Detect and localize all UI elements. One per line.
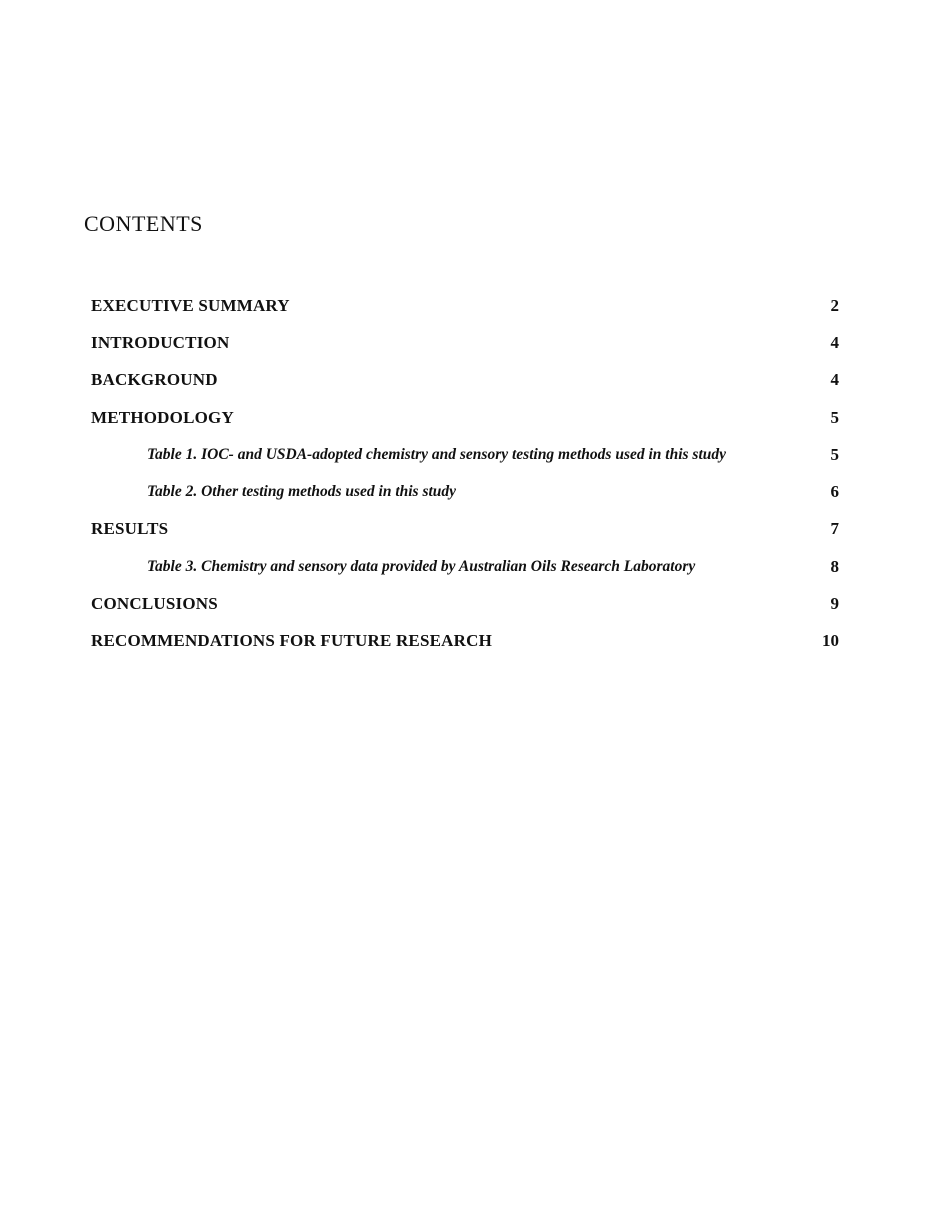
toc-entry-methodology[interactable] [91,399,839,436]
toc-entry-page: 7 [830,519,839,539]
table-of-contents [91,287,839,660]
toc-entry-table-1[interactable] [91,436,839,473]
toc-entry-label: EXECUTIVE SUMMARY [91,295,290,315]
toc-entry-label: CONCLUSIONS [91,594,218,614]
toc-entry-label: BACKGROUND [91,370,218,390]
toc-entry-page: 10 [822,631,839,651]
toc-entry-background[interactable] [91,362,839,399]
toc-entry-table-3[interactable] [91,548,839,585]
toc-entry-page: 2 [830,295,839,315]
toc-entry-page: 5 [830,444,839,464]
toc-entry-page: 5 [830,407,839,427]
toc-entry-recommendations[interactable] [91,623,839,660]
toc-entry-label: Table 2. Other testing methods used in this study [147,483,457,501]
toc-entry-label: RESULTS [91,519,169,539]
toc-entry-introduction[interactable] [91,324,839,361]
toc-entry-page: 8 [830,556,839,576]
toc-entry-label: Table 3. Chemistry and sensory data provided by Australian Oils Research Laboratory [147,557,696,575]
toc-entry-page: 6 [830,482,839,502]
toc-entry-conclusions[interactable] [91,585,839,622]
toc-entry-table-2[interactable] [91,473,839,510]
toc-entry-label: RECOMMENDATIONS FOR FUTURE RESEARCH [91,631,493,651]
toc-entry-page: 4 [830,332,839,352]
contents-heading: CONTENTS [84,211,203,236]
toc-entry-label: INTRODUCTION [91,332,230,352]
toc-entry-page: 4 [830,370,839,390]
toc-entry-label: Table 1. IOC- and USDA-adopted chemistry and sensory testing methods used in this study [147,445,727,463]
toc-entry-page: 9 [830,594,839,614]
toc-entry-results[interactable] [91,511,839,548]
toc-entry-executive-summary[interactable] [91,287,839,324]
toc-entry-label: METHODOLOGY [91,407,234,427]
